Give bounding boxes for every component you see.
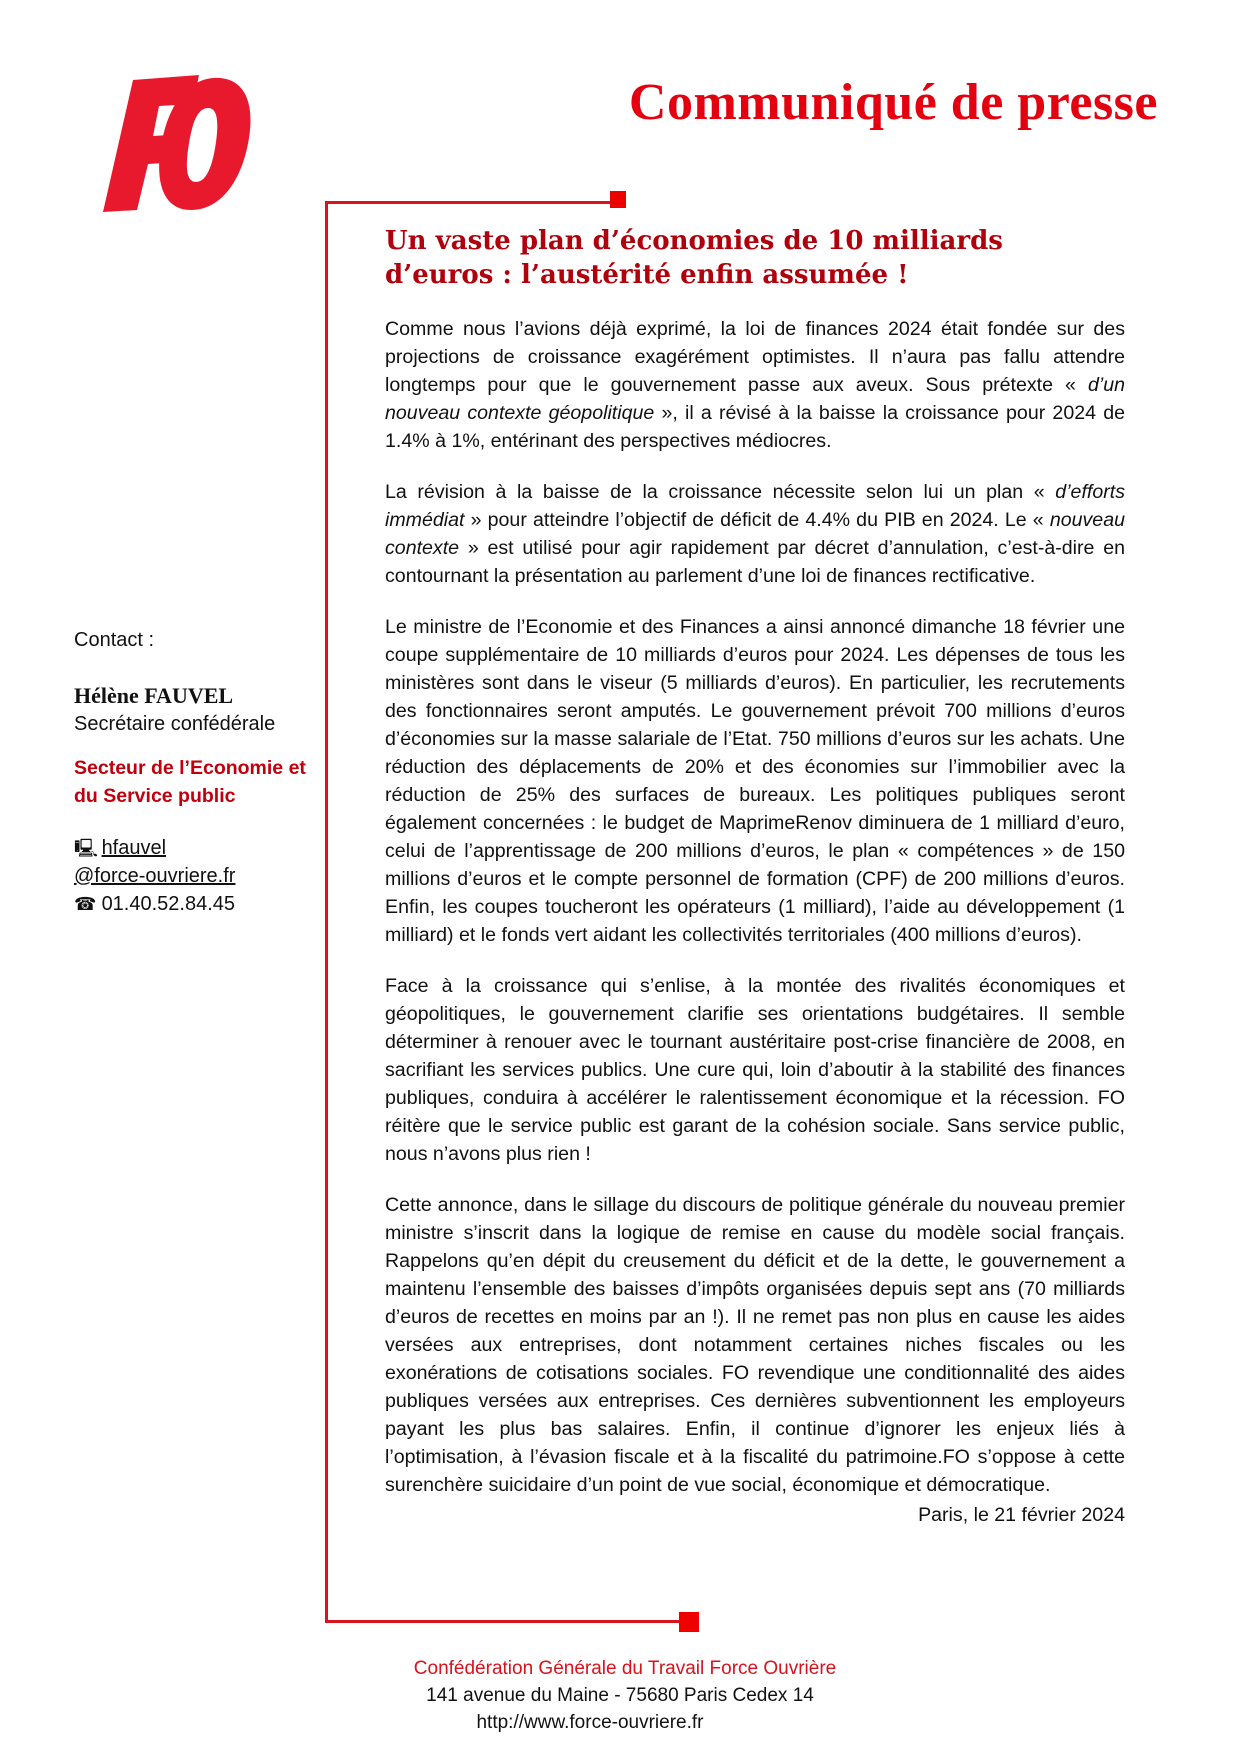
fo-logo <box>95 70 255 215</box>
contact-phone: 01.40.52.84.45 <box>101 893 236 915</box>
paragraph-2-italic-2: nouveau contexte <box>385 509 1125 559</box>
frame-bottom-square <box>679 1612 699 1632</box>
paragraph-3: Le ministre de l’Economie et des Finances a ainsi annoncé dimanche 18 février une coupe supplémentaire de 10 milliards d’euros pour 2024. Les dépenses de tous les ministères sont dans le viseur (5 milliards d’euros). En particulier, les recrutements des fonctionnaires seront amputés. Le gouvernement prévoit 700 millions d’euros d’économies sur la masse salariale de l’Etat. 750 millions d’euros sur les achats. Une réduction des déplacements de 20% et des économies sur l’immobilier avec la réduction de 25% des surfaces de bureaux. Les politiques publiques seront également concernées : le budget de MaprimeRenov diminuera de 1 milliard d’euro, celui de l’apprentissage de 200 millions d’euros, le plan « compétences » de 150 millions d’euros et le compte personnel de formation (CPF) de 200 millions d’euros. Enfin, les coupes toucheront les opérateurs (1 milliard), l’aide au développement (1 milliard) et le fonds vert aidant les collectivités territoriales (400 millions d’euros). <box>385 616 1125 946</box>
paragraph-2-text-a: La révision à la baisse de la croissance nécessite selon lui un plan « <box>385 481 1056 503</box>
paragraph-1-text-a: Comme nous l’avions déjà exprimé, la loi de finances 2024 était fondée sur des projections de croissance exagérément optimistes. Il n’aura pas fallu attendre longtemps pour que le gouvernement passe aux aveux. Sous prétexte « <box>385 318 1125 396</box>
contact-label: Contact : <box>74 629 155 651</box>
contact-email-line-1 <box>74 834 324 862</box>
sector-line-2: du Service public <box>74 785 236 807</box>
paragraph-2-text-c: » est utilisé pour agir rapidement par décret d’annulation, c’est-à-dire en contournant la présentation au parlement d’une loi de finances rectificative. <box>385 537 1125 587</box>
signoff-date: Paris, le 21 février 2024 <box>918 1504 1125 1526</box>
headline <box>385 224 1105 292</box>
paragraph-1-text-b: », il a révisé à la baisse la croissance pour 2024 de 1.4% à 1%, entérinant des perspectives médiocres. <box>385 402 1125 452</box>
telephone-icon: ☎ <box>74 894 97 914</box>
footer-organization: Confédération Générale du Travail Force Ouvrière <box>413 1658 837 1679</box>
footer-website-link[interactable]: http://www.force-ouvriere.fr <box>476 1712 704 1733</box>
frame-left-line <box>325 201 328 1623</box>
contact-sector <box>74 754 324 810</box>
headline-line-1: Un vaste plan d’économies de 10 milliards <box>385 226 1003 256</box>
contact-panel <box>74 626 324 918</box>
paragraph-4: Face à la croissance qui s’enlise, à la montée des rivalités économiques et géopolitiques, le gouvernement clarifie ses orientations budgétaires. Il semble déterminer à renouer avec le tournant austéritaire post-crise financière de 2008, en sacrifiant les services publics. Une cure qui, loin d’aboutir à la stabilité des finances publiques, conduira à accélérer le ralentissement économique et la récession. FO réitère que le service public est garant de la cohésion sociale. Sans service public, nous n’avons plus rien ! <box>385 975 1125 1165</box>
paragraph-2-text-b: » pour atteindre l’objectif de déficit de 4.4% du PIB en 2024. Le « <box>464 509 1050 531</box>
email-link-part-2[interactable]: @force-ouvriere.fr <box>74 865 236 887</box>
frame-top-line <box>325 201 617 204</box>
paragraph-2 <box>385 478 1125 590</box>
email-link-part-1[interactable]: hfauvel <box>101 837 167 859</box>
contact-email-line-2 <box>74 862 324 890</box>
press-release-title: Communiqué de presse <box>628 74 1158 131</box>
paragraph-1-italic: d’un nouveau contexte géopolitique <box>385 374 1125 424</box>
article-body <box>385 315 1125 1552</box>
sector-line-1: Secteur de l’Economie et <box>74 757 306 779</box>
paragraph-1 <box>385 315 1125 455</box>
computer-icon: 🖳 <box>74 838 99 858</box>
paragraph-5: Cette annonce, dans le sillage du discours de politique générale du nouveau premier ministre s’inscrit dans la logique de remise en cause du modèle social français. Rappelons qu’en dépit du creusement du déficit et de la dette, le gouvernement a maintenu l’ensemble des baisses d’impôts organisées depuis sept ans (70 milliards d’euros de recettes en moins par an !). Il ne remet pas non plus en cause les aides versées aux entreprises, dont notamment certaines niches fiscales ou les exonérations de cotisations sociales. FO revendique une conditionnalité des aides publiques versées aux entreprises. Ces dernières subventionnent les employeurs payant les plus bas salaires. Enfin, il continue d’ignorer les enjeux liés à l’optimisation, à l’évasion fiscale et à la fiscalité du patrimoine.FO s’oppose à cette surenchère suicidaire d’un point de vue social, économique et démocratique. <box>385 1194 1125 1496</box>
frame-top-square <box>610 191 626 208</box>
footer <box>0 1655 1240 1736</box>
paragraph-2-italic-1: d’efforts immédiat <box>385 481 1125 531</box>
headline-line-2: d’euros : l’austérité enfin assumée ! <box>385 260 909 290</box>
contact-role: Secrétaire confédérale <box>74 713 276 735</box>
frame-bottom-line <box>325 1620 687 1623</box>
contact-phone-line <box>74 890 324 918</box>
contact-name: Hélène FAUVEL <box>74 683 234 708</box>
footer-address: 141 avenue du Maine - 75680 Paris Cedex 14 <box>426 1685 814 1706</box>
